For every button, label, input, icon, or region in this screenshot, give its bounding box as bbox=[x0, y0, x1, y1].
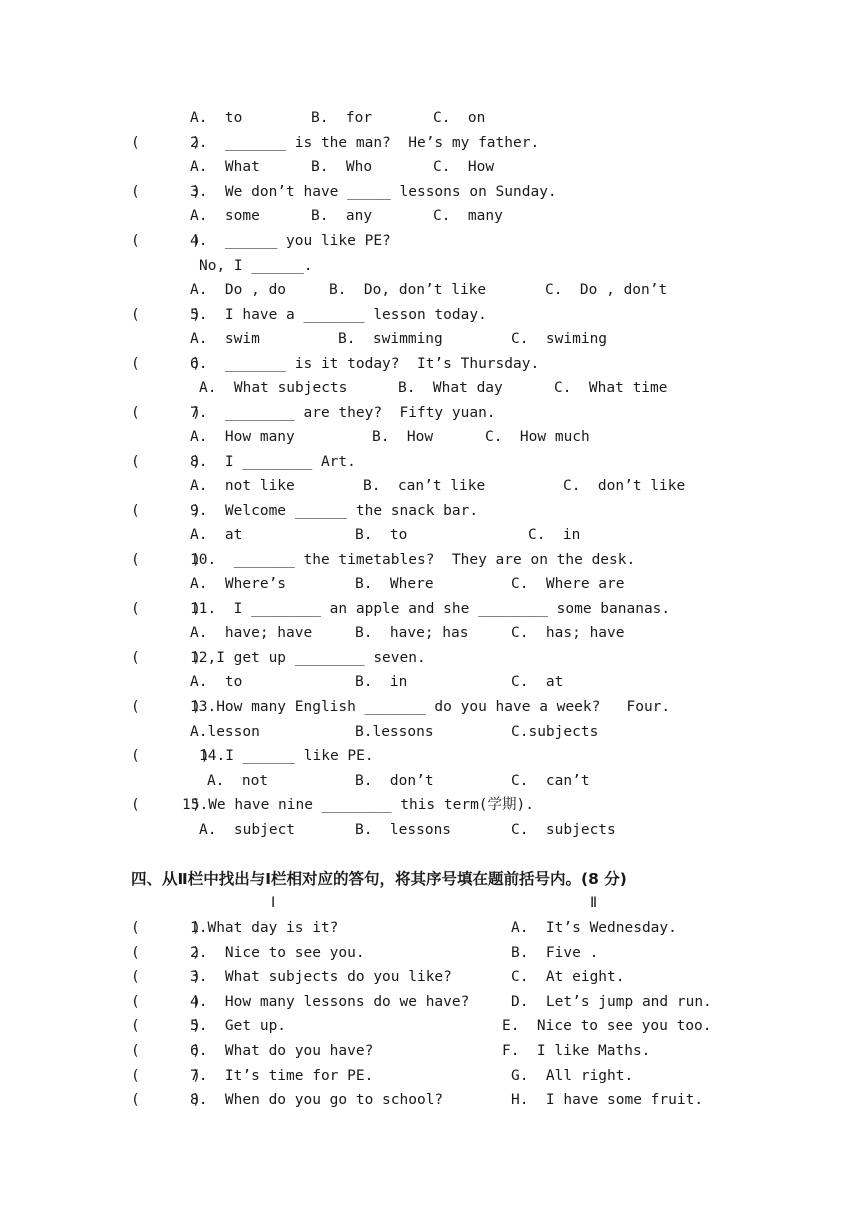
q11-question: 11. I ________ an apple and she ________ some bananas. bbox=[190, 601, 671, 617]
q4-answer-parens[interactable]: ( ) bbox=[131, 233, 201, 249]
q2-question: 2. _______ is the man? He’s my father. bbox=[190, 135, 540, 151]
q12-option-b: B. in bbox=[355, 674, 408, 690]
q10-answer-parens[interactable]: ( ) bbox=[131, 552, 201, 568]
q4-option-a: A. Do , do bbox=[190, 282, 287, 298]
q8-answer-parens[interactable]: ( ) bbox=[131, 454, 201, 470]
q3-option-a: A. some bbox=[190, 208, 260, 224]
q3-answer-parens[interactable]: ( ) bbox=[131, 184, 201, 200]
q10-option-c: C. Where are bbox=[511, 576, 625, 592]
q1-option-b: B. for bbox=[311, 110, 373, 126]
q7-question: 7. ________ are they? Fifty yuan. bbox=[190, 405, 496, 421]
q14-question: 14.I ______ like PE. bbox=[199, 748, 374, 764]
q5-option-a: A. swim bbox=[190, 331, 260, 347]
q6-option-a: A. What subjects bbox=[199, 380, 348, 396]
match-question: 3. What subjects do you like? bbox=[190, 969, 452, 985]
q15-option-c: C. subjects bbox=[511, 822, 616, 838]
q13-option-a: A.lesson bbox=[190, 724, 260, 740]
q10-question: 10. _______ the timetables? They are on the desk. bbox=[190, 552, 636, 568]
q6-option-b: B. What day bbox=[398, 380, 503, 396]
match-reply: B. Five . bbox=[511, 945, 599, 961]
match-question: 1.What day is it? bbox=[190, 920, 339, 936]
match-answer-parens[interactable]: ( ) bbox=[131, 969, 201, 985]
q7-option-a: A. How many bbox=[190, 429, 295, 445]
q14-option-a: A. not bbox=[207, 773, 269, 789]
q8-question: 8. I ________ Art. bbox=[190, 454, 356, 470]
q9-answer-parens[interactable]: ( ) bbox=[131, 503, 201, 519]
q4-option-c: C. Do , don’t bbox=[545, 282, 668, 298]
q9-option-c: C. in bbox=[528, 527, 581, 543]
q11-option-c: C. has; have bbox=[511, 625, 625, 641]
match-question: 6. What do you have? bbox=[190, 1043, 374, 1059]
q8-option-a: A. not like bbox=[190, 478, 295, 494]
q11-option-b: B. have; has bbox=[355, 625, 469, 641]
match-answer-parens[interactable]: ( ) bbox=[131, 1092, 201, 1108]
match-answer-parens[interactable]: ( ) bbox=[131, 1068, 201, 1084]
q10-option-b: B. Where bbox=[355, 576, 434, 592]
q8-option-c: C. don’t like bbox=[563, 478, 686, 494]
q14-option-c: C. can’t bbox=[511, 773, 590, 789]
match-question: 7. It’s time for PE. bbox=[190, 1068, 374, 1084]
q5-option-b: B. swimming bbox=[338, 331, 443, 347]
q2-option-c: C. How bbox=[433, 159, 495, 175]
q7-answer-parens[interactable]: ( ) bbox=[131, 405, 201, 421]
match-reply: F. I like Maths. bbox=[502, 1043, 651, 1059]
q13-question: 13.How many English _______ do you have a week? Four. bbox=[190, 699, 671, 715]
section-4-heading: 四、从Ⅱ栏中找出与Ⅰ栏相对应的答句，将其序号填在题前括号内。(8 分) bbox=[131, 870, 627, 888]
q15-answer-parens[interactable]: ( ) bbox=[131, 797, 201, 813]
q6-question: 6. _______ is it today? It’s Thursday. bbox=[190, 356, 540, 372]
q3-option-b: B. any bbox=[311, 208, 373, 224]
column-2-header: Ⅱ bbox=[590, 895, 598, 911]
q12-answer-parens[interactable]: ( ) bbox=[131, 650, 201, 666]
q7-option-b: B. How bbox=[372, 429, 434, 445]
match-reply: E. Nice to see you too. bbox=[502, 1018, 712, 1034]
q12-option-a: A. to bbox=[190, 674, 243, 690]
q4-question-reply: No, I ______. bbox=[199, 258, 313, 274]
q2-option-a: A. What bbox=[190, 159, 260, 175]
q7-option-c: C. How much bbox=[485, 429, 590, 445]
q6-option-c: C. What time bbox=[554, 380, 668, 396]
match-answer-parens[interactable]: ( ) bbox=[131, 1018, 201, 1034]
q13-answer-parens[interactable]: ( ) bbox=[131, 699, 201, 715]
match-question: 8. When do you go to school? bbox=[190, 1092, 444, 1108]
match-answer-parens[interactable]: ( ) bbox=[131, 945, 201, 961]
q13-option-c: C.subjects bbox=[511, 724, 599, 740]
q2-answer-parens[interactable]: ( ) bbox=[131, 135, 201, 151]
q11-option-a: A. have; have bbox=[190, 625, 313, 641]
q10-option-a: A. Where’s bbox=[190, 576, 287, 592]
q3-question: 3. We don’t have _____ lessons on Sunday. bbox=[190, 184, 557, 200]
q2-option-b: B. Who bbox=[311, 159, 373, 175]
q8-option-b: B. can’t like bbox=[363, 478, 486, 494]
q5-question: 5. I have a _______ lesson today. bbox=[190, 307, 487, 323]
q14-answer-parens[interactable]: ( ) bbox=[131, 748, 210, 764]
q4-option-b: B. Do, don’t like bbox=[329, 282, 487, 298]
match-answer-parens[interactable]: ( ) bbox=[131, 994, 201, 1010]
q15-option-b: B. lessons bbox=[355, 822, 452, 838]
match-question: 4. How many lessons do we have? bbox=[190, 994, 470, 1010]
match-reply: D. Let’s jump and run. bbox=[511, 994, 712, 1010]
q9-option-b: B. to bbox=[355, 527, 408, 543]
q1-option-c: C. on bbox=[433, 110, 486, 126]
match-question: 5. Get up. bbox=[190, 1018, 287, 1034]
match-answer-parens[interactable]: ( ) bbox=[131, 920, 201, 936]
q5-option-c: C. swiming bbox=[511, 331, 608, 347]
match-reply: A. It’s Wednesday. bbox=[511, 920, 677, 936]
q11-answer-parens[interactable]: ( ) bbox=[131, 601, 201, 617]
q15-question: 15.We have nine ________ this term(学期). bbox=[182, 797, 535, 813]
q12-question: 12,I get up ________ seven. bbox=[190, 650, 426, 666]
match-question: 2. Nice to see you. bbox=[190, 945, 365, 961]
q12-option-c: C. at bbox=[511, 674, 564, 690]
q4-question: 4. ______ you like PE? bbox=[190, 233, 391, 249]
q15-option-a: A. subject bbox=[199, 822, 296, 838]
q5-answer-parens[interactable]: ( ) bbox=[131, 307, 201, 323]
q6-answer-parens[interactable]: ( ) bbox=[131, 356, 201, 372]
match-reply: H. I have some fruit. bbox=[511, 1092, 704, 1108]
q14-option-b: B. don’t bbox=[355, 773, 434, 789]
q9-question: 9. Welcome ______ the snack bar. bbox=[190, 503, 479, 519]
match-reply: C. At eight. bbox=[511, 969, 625, 985]
q1-option-a: A. to bbox=[190, 110, 243, 126]
match-reply: G. All right. bbox=[511, 1068, 634, 1084]
q3-option-c: C. many bbox=[433, 208, 503, 224]
match-answer-parens[interactable]: ( ) bbox=[131, 1043, 201, 1059]
column-1-header: Ⅰ bbox=[271, 895, 276, 911]
q9-option-a: A. at bbox=[190, 527, 243, 543]
q13-option-b: B.lessons bbox=[355, 724, 434, 740]
